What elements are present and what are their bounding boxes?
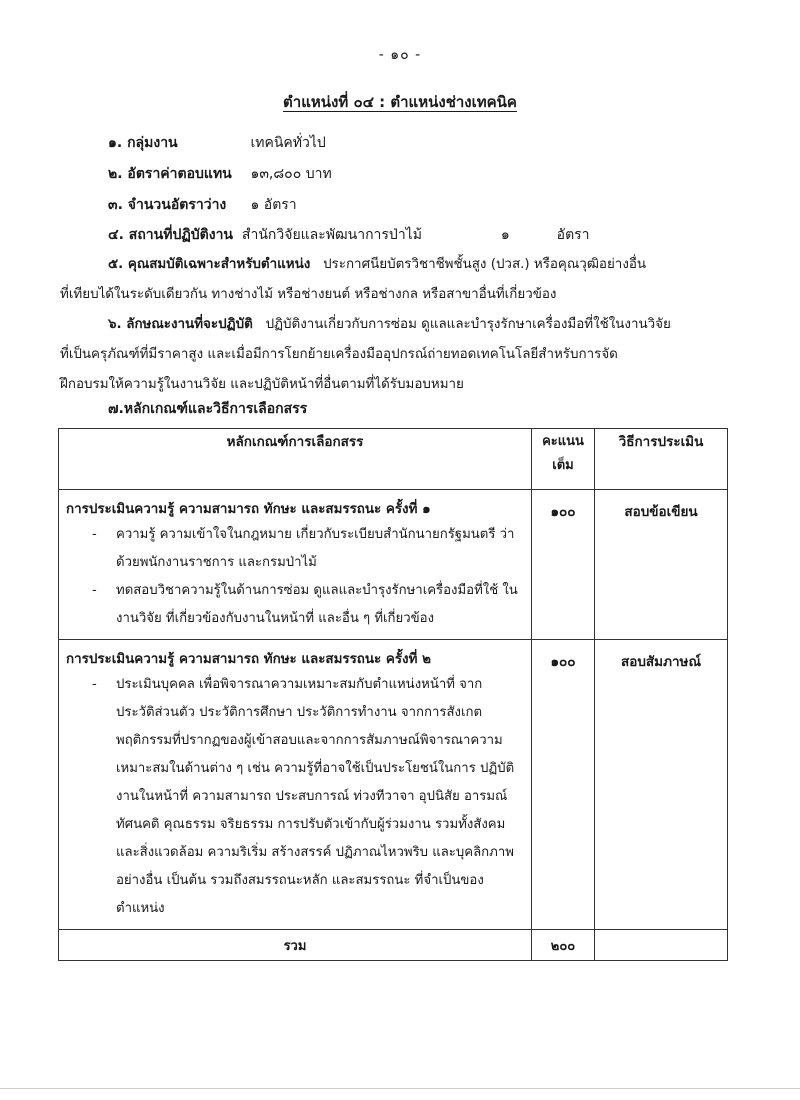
duty-text-2: ที่เป็นครุภัณฑ์ที่มีราคาสูง และเมื่อมีการโยกย้ายเครื่องมืออุปกรณ์ถ่ายทอดเทคโนโลยีสำหรับการจัด [60, 347, 618, 362]
group-line [108, 132, 326, 154]
bullet-text: ประเมินบุคคล เพื่อพิจารณาความเหมาะสมกับตำแหน่งหน้าที่ จากประวัติส่วนตัว ประวัติการศึกษา ประวัติการทำงาน จากการสังเกต พฤติกรรมที่ปรากฏของผู้เข้าสอบและจากการสัมภาษณ์พิจารณาความ เหมาะสมในด้านต่าง ๆ เช่น ความรู้ที่อาจใช้เป็นประโยชน์ในการ ปฏิบัติงานในหน้าที่ ความสามารถ ประสบการณ์ ท่วงทีวาจา อุปนิสัย อารมณ์ ทัศนคติ คุณธรรม จริยธรรม การปรับตัวเข้ากับผู้ร่วมงาน รวมทั้งสังคม และสิ่งแวดล้อม ความริเริ่ม สร้างสรรค์ ปฏิภาณไหวพริบ และบุคลิกภาพอย่างอื่น เป็นต้น รวมถึงสมรรถนะหลัก และสมรรถนะ ที่จำเป็นของตำแหน่ง [116, 677, 515, 916]
table-row [59, 490, 728, 640]
duty-text-3: ฝึกอบรมให้ความรู้ในงานวิจัย และปฏิบัติหน้าที่อื่นตามที่ได้รับมอบหมาย [60, 377, 464, 392]
workplace-count: ๑ [500, 227, 510, 243]
header-score-line1: คะแนน [542, 434, 584, 449]
method-cell-1: สอบข้อเขียน [595, 490, 728, 640]
total-method-empty [595, 930, 728, 961]
table-row [59, 640, 728, 930]
salary-line [108, 163, 332, 185]
bullet-text: ความรู้ ความเข้าใจในกฎหมาย เกี่ยวกับระเบียบสำนักนายกรัฐมนตรี ว่าด้วยพนักงานราชการ และกรมป่าไม้ [116, 527, 515, 570]
duty-label: ๖. ลักษณะงานที่จะปฏิบัติ [108, 317, 253, 332]
score-cell-1: ๑๐๐ [532, 490, 595, 640]
method-cell-2: สอบสัมภาษณ์ [595, 640, 728, 930]
header-method: วิธีการประเมิน [595, 429, 728, 490]
group-label: ๑. กลุ่มงาน [108, 135, 178, 151]
workplace-line [108, 224, 590, 246]
list-item [60, 521, 530, 577]
workplace-value: สำนักวิจัยและพัฒนาการป่าไม้ [241, 227, 422, 243]
criteria-table [58, 428, 728, 961]
section-title-2: การประเมินความรู้ ความสามารถ ทักษะ และสมรรถนะ ครั้งที่ ๒ [66, 652, 431, 667]
qual-label: ๕. คุณสมบัติเฉพาะสำหรับตำแหน่ง [108, 257, 311, 272]
list-item [60, 577, 530, 633]
qual-text-1: ประกาศนียบัตรวิชาชีพชั้นสูง (ปวส.) หรือคุณวุฒิอย่างอื่น [323, 257, 647, 272]
list-item [60, 671, 530, 923]
group-value: เทคนิคทั่วไป [250, 135, 326, 151]
bullet-dash: - [92, 527, 97, 542]
header-criteria: หลักเกณฑ์การเลือกสรร [59, 429, 532, 490]
position-heading-text: ตำแหน่งที่ ๐๔ : ตำแหน่งช่างเทคนิค [283, 93, 517, 111]
vacancy-line [108, 194, 297, 216]
scan-edge-divider [0, 1088, 800, 1089]
page-number: - ๑๐ - [378, 47, 422, 63]
salary-label: ๒. อัตราค่าตอบแทน [108, 166, 232, 182]
criteria-label: ๗.หลักเกณฑ์และวิธีการเลือกสรร [108, 401, 308, 417]
criteria-cell-1 [59, 490, 532, 640]
table-header-row [59, 429, 728, 490]
criteria-cell-2 [59, 640, 532, 930]
position-heading [0, 90, 800, 114]
total-label: รวม [59, 930, 532, 961]
vacancy-value: ๑ อัตรา [250, 197, 297, 213]
salary-value: ๑๓,๘๐๐ บาท [250, 166, 332, 182]
bullet-dash: - [92, 583, 97, 598]
section-title-1: การประเมินความรู้ ความสามารถ ทักษะ และสมรรถนะ ครั้งที่ ๑ [66, 502, 431, 517]
total-score: ๒๐๐ [532, 930, 595, 961]
header-score-line2: เต็ม [552, 458, 574, 473]
workplace-label: ๔. สถานที่ปฏิบัติงาน [108, 227, 234, 243]
duty-paragraph [60, 310, 760, 400]
vacancy-label: ๓. จำนวนอัตราว่าง [108, 197, 227, 213]
qualification-paragraph [60, 250, 760, 310]
header-score [532, 429, 595, 490]
score-cell-2: ๑๐๐ [532, 640, 595, 930]
workplace-unit: อัตรา [556, 227, 590, 243]
bullet-text: ทดสอบวิชาความรู้ในด้านการซ่อม ดูแลและบำรุงรักษาเครื่องมือที่ใช้ ในงานวิจัย ที่เกี่ยวข้องกับงานในหน้าที่ และอื่น ๆ ที่เกี่ยวข้อง [116, 583, 518, 626]
criteria-line [108, 398, 307, 420]
table-total-row [59, 930, 728, 961]
bullet-dash: - [92, 677, 97, 692]
qual-text-2: ที่เทียบได้ในระดับเดียวกัน ทางช่างไม้ หรือช่างยนต์ หรือช่างกล หรือสาขาอื่นที่เกี่ยวข้อง [60, 287, 557, 302]
duty-text-1: ปฏิบัติงานเกี่ยวกับการซ่อม ดูแลและบำรุงรักษาเครื่องมือที่ใช้ในงานวิจัย [265, 317, 671, 332]
